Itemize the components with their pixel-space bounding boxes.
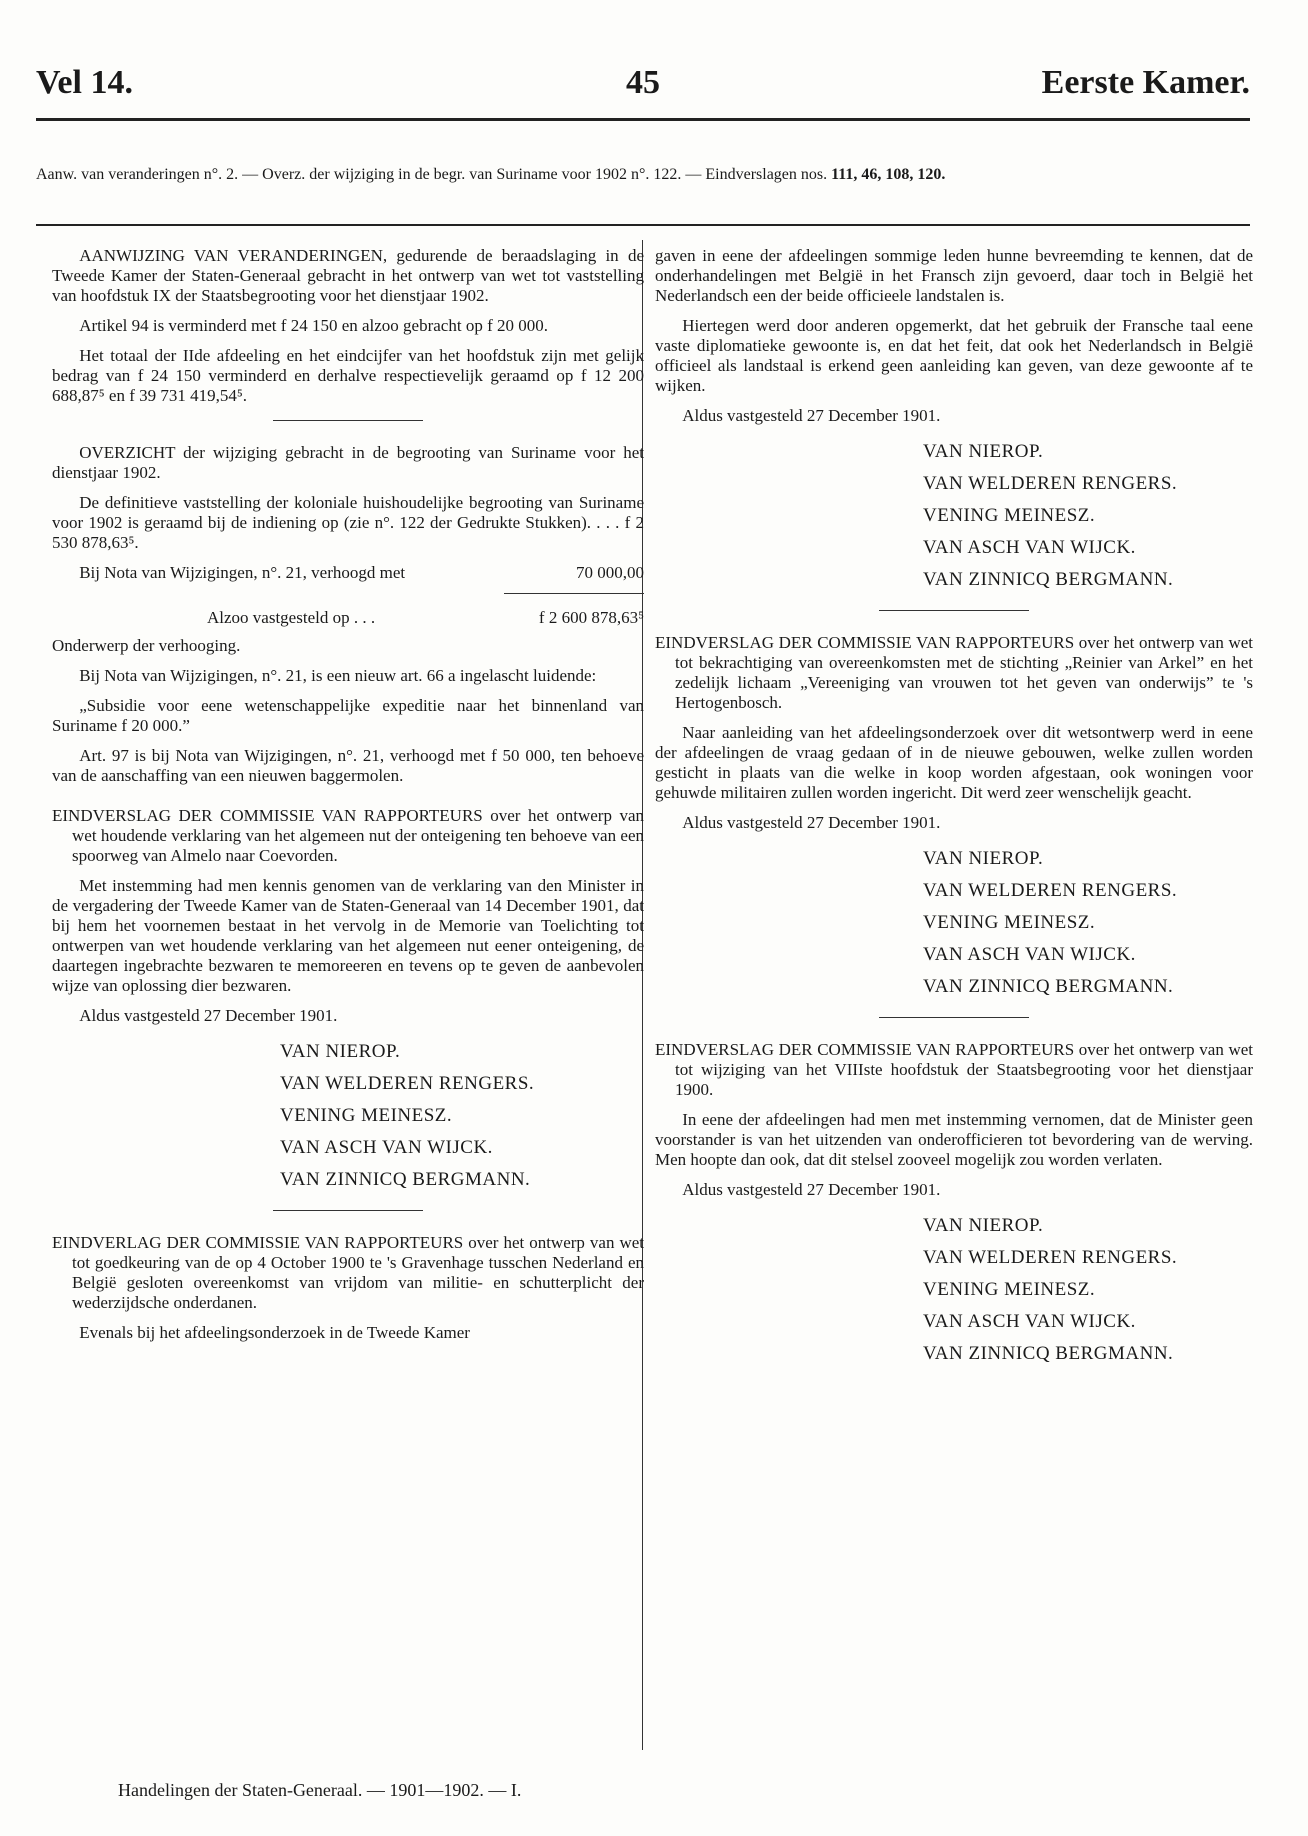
signatory: VAN NIEROP.: [923, 848, 1044, 869]
signatory: VAN ASCH VAN WIJCK.: [923, 1311, 1136, 1332]
totaal-paragraph: Het totaal der IIde afdeeling en het eindcijfer van het hoofdstuk zijn met gelijk bedrag van f 24 150 verminderd en derhalve respectievelijk geraamd op f 12 200 688,87⁵ en f 39 731 419,54⁵.: [52, 346, 644, 405]
signatories-block: [655, 1210, 1253, 1370]
section-rule: [273, 420, 423, 421]
in-eene-paragraph: In eene der afdeelingen had men met instemming vernomen, dat de Minister geen voorstander is van het uitzenden van onderofficieren tot bevordering van de werving. Men hoopte dan ook, dat dit stelsel zooveel mogelijk zou worden verlaten.: [655, 1110, 1253, 1169]
signatory: VAN ZINNICQ BERGMANN.: [923, 1343, 1174, 1364]
nota-amount: 70 000,00: [576, 563, 644, 582]
aldus-vastgesteld: Aldus vastgesteld 27 December 1901.: [682, 1180, 941, 1199]
aanwijzing-paragraph: AANWIJZING VAN VERANDERINGEN, gedurende de beraadslaging in de Tweede Kamer der Staten-Generaal gebracht in het ontwerp van wet tot vaststelling van hoofdstuk IX der Staatsbegrooting voor het dienstjaar 1902.: [52, 246, 644, 305]
signatory: VAN NIEROP.: [280, 1041, 401, 1062]
signatory: VAN NIEROP.: [923, 441, 1044, 462]
section-rule: [879, 1017, 1029, 1018]
signatory: VENING MEINESZ.: [923, 1279, 1096, 1300]
page-header: [36, 64, 1250, 112]
section-rule: [273, 1210, 423, 1211]
sum-rule: [504, 593, 644, 594]
subsidie-quote: „Subsidie voor eene wetenschappelijke expeditie naar het binnenland van Suriname f 20 000.”: [52, 696, 644, 735]
right-column: [655, 246, 1253, 1370]
nota-label: Bij Nota van Wijzigingen, n°. 21, verhoogd met: [79, 563, 406, 582]
signatories-block: [655, 436, 1253, 596]
overzicht-title: OVERZICHT der wijziging gebracht in de begrooting van Suriname voor het dienstjaar 1902.: [52, 443, 644, 482]
naar-aanleiding-paragraph: Naar aanleiding van het afdeelingsonderzoek over dit wetsontwerp werd in eene der afdeelingen de vraag gedaan of in de nieuwe gebouwen, welke zullen worden gesticht in plaats van die welke in koop worden afgestaan, ook woningen voor gehuwde militairen zullen worden ingericht. Dit werd zeer wenschelijk geacht.: [655, 723, 1253, 802]
definitieve-paragraph: De definitieve vaststelling der koloniale huishoudelijke begrooting van Suriname voor 1902 is geraamd bij de indiening op (zie n°. 122 der Gedrukte Stukken). . . . f 2 530 878,63⁵.: [52, 493, 644, 552]
eindverslag-almelo-body: Met instemming had men kennis genomen van de verklaring van den Minister in de vergadering der Tweede Kamer van de Staten-Generaal van 14 December 1901, dat bij hem het voornemen bestaat in het vervolg in de Memorie van Toelichting tot ontwerpen van wet houdende verklaring van het algemeen nut eener onteigening, de daartegen ingebrachte bezwaren te memoreeren en tevens op te geven de aanbevolen wijze van oplossing dier bezwaren.: [52, 876, 644, 995]
signatory: VAN WELDEREN RENGERS.: [923, 473, 1178, 494]
contents-text: Aanw. van veranderingen n°. 2. — Overz. der wijziging in de begr. van Suriname voor 1902 n°. 122. — Eindverslagen nos.: [36, 166, 828, 183]
contents-line: [36, 166, 1250, 184]
aldus-vastgesteld: Aldus vastgesteld 27 December 1901.: [79, 1006, 338, 1025]
signatory: VAN ASCH VAN WIJCK.: [280, 1137, 493, 1158]
left-column: [52, 246, 644, 1353]
nota-line: [52, 563, 644, 583]
signatory: VAN NIEROP.: [923, 1215, 1044, 1236]
signatory: VAN WELDEREN RENGERS.: [280, 1073, 535, 1094]
signatory: VENING MEINESZ.: [923, 912, 1096, 933]
eindverslag-almelo-title: EINDVERSLAG DER COMMISSIE VAN RAPPORTEURS over het ontwerp van wet houdende verklaring van het algemeen nut der onteigening ten behoeve van een spoorweg van Almelo naar Coevorden.: [52, 806, 644, 865]
page-number: 45: [626, 64, 660, 101]
section-rule: [879, 610, 1029, 611]
signatory: VAN ASCH VAN WIJCK.: [923, 944, 1136, 965]
signatory: VAN ZINNICQ BERGMANN.: [923, 569, 1174, 590]
signatory: VAN WELDEREN RENGERS.: [923, 880, 1178, 901]
artikel-paragraph: Artikel 94 is verminderd met f 24 150 en alzoo gebracht op f 20 000.: [79, 316, 548, 335]
eindverslag-belgie-title: EINDVERLAG DER COMMISSIE VAN RAPPORTEURS over het ontwerp van wet tot goedkeuring van de op 4 October 1900 te 's Gravenhage tusschen Nederland en België gesloten overeenkomst van vrijdom van militie- en schutterplicht der wederzijdsche onderdanen.: [52, 1233, 644, 1312]
bij-nota-paragraph: Bij Nota van Wijzigingen, n°. 21, is een nieuw art. 66 a ingelascht luidende:: [79, 666, 597, 685]
aldus-vastgesteld: Aldus vastgesteld 27 December 1901.: [682, 813, 941, 832]
evenals-paragraph: Evenals bij het afdeelingsonderzoek in de Tweede Kamer: [79, 1323, 470, 1342]
alzoo-amount: f 2 600 878,63⁵: [538, 608, 644, 627]
eindverslag-viii-title: EINDVERSLAG DER COMMISSIE VAN RAPPORTEURS over het ontwerp van wet tot wijziging van het VIIIste hoofdstuk der Staatsbegrooting voor het dienstjaar 1900.: [655, 1040, 1253, 1099]
alzoo-line: [52, 608, 644, 628]
art97-paragraph: Art. 97 is bij Nota van Wijzigingen, n°. 21, verhoogd met f 50 000, ten behoeve van de aanschaffing van een nieuwen baggermolen.: [52, 746, 644, 785]
aldus-vastgesteld: Aldus vastgesteld 27 December 1901.: [682, 406, 941, 425]
signatories-block: [655, 843, 1253, 1003]
volume-label: Vel 14.: [36, 64, 133, 101]
signatory: VENING MEINESZ.: [923, 505, 1096, 526]
signatory: VAN ASCH VAN WIJCK.: [923, 537, 1136, 558]
eindverslag-arkel-title: EINDVERSLAG DER COMMISSIE VAN RAPPORTEURS over het ontwerp van wet tot bekrachtiging van overeenkomsten met de stichting „Reinier van Arkel” en het zedelijk lichaam „Vereeniging van vrouwen tot het geven van onderwijs” te 's Hertogenbosch.: [655, 633, 1253, 712]
signatories-block: [52, 1036, 644, 1196]
hiertegen-paragraph: Hiertegen werd door anderen opgemerkt, dat het gebruik der Fransche taal eene vaste diplomatieke gewoonte is, en dat het feit, dat ook het Nederlandsch in België officieel als landstaal is erkend geen aanleiding kan geven, van deze gewoonte af te wijken.: [655, 316, 1253, 395]
header-rule: [36, 118, 1250, 121]
alzoo-label: Alzoo vastgesteld op . . .: [207, 608, 376, 627]
subheader-rule: [36, 224, 1250, 226]
page-footer: Handelingen der Staten-Generaal. — 1901—1902. — I.: [118, 1780, 522, 1800]
contents-numbers: 111, 46, 108, 120.: [831, 166, 946, 183]
gaven-paragraph: gaven in eene der afdeelingen sommige leden hunne bevreemding te kennen, dat de onderhandelingen met België in het Fransch zijn gevoerd, daar toch in België het Nederlandsch een der beide officieele landstalen is.: [655, 246, 1253, 305]
chamber-title: Eerste Kamer.: [1041, 64, 1250, 101]
signatory: VAN WELDEREN RENGERS.: [923, 1247, 1178, 1268]
signatory: VAN ZINNICQ BERGMANN.: [280, 1169, 531, 1190]
signatory: VAN ZINNICQ BERGMANN.: [923, 976, 1174, 997]
onderwerp-heading: Onderwerp der verhooging.: [52, 636, 241, 655]
signatory: VENING MEINESZ.: [280, 1105, 453, 1126]
